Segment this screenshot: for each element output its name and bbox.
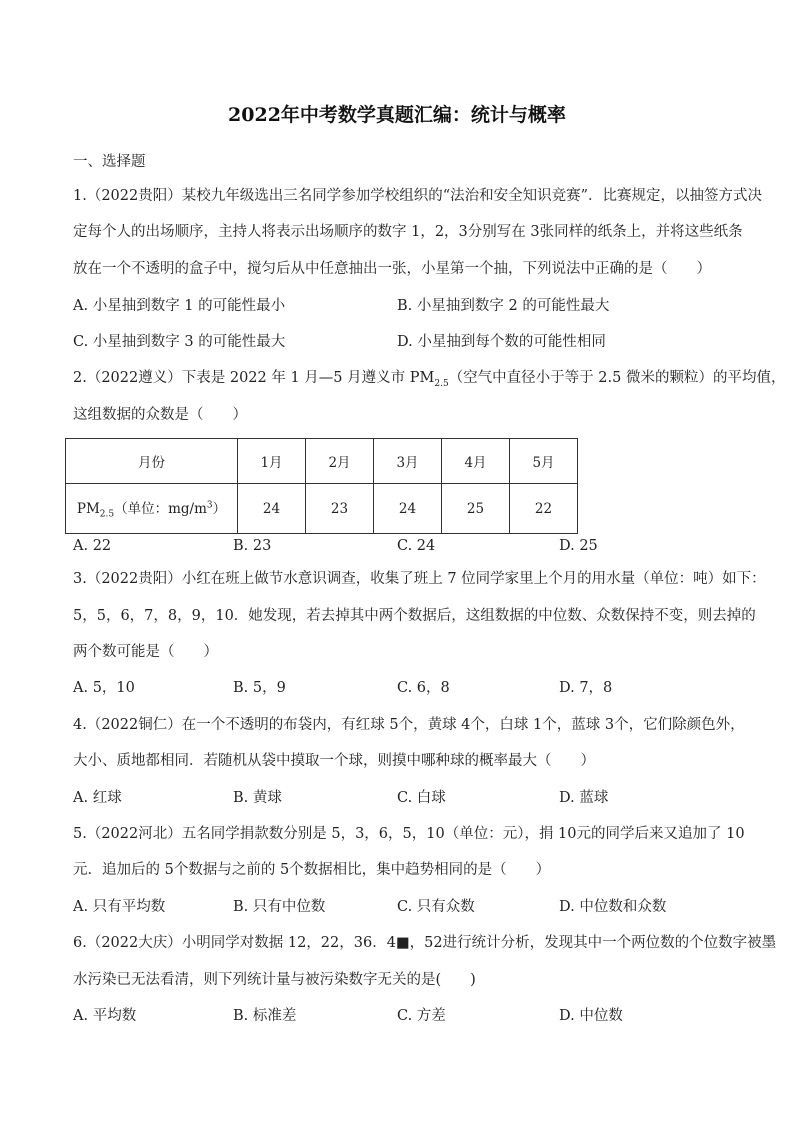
q3-option-d: D. 7，8 [559, 680, 613, 696]
q1-option-a: A. 小星抽到数字 1 的可能性最小 [73, 298, 286, 314]
q1-option-c: C. 小星抽到数字 3 的可能性最大 [73, 334, 286, 350]
q6-option-a: A. 平均数 [73, 1008, 137, 1024]
table-value-1: 24 [238, 484, 306, 534]
q3-option-c: C. 6，8 [397, 680, 450, 696]
q5-option-d: D. 中位数和众数 [559, 899, 667, 915]
table-row-label-subscript: 2.5 [99, 509, 115, 520]
table-value-2: 23 [306, 484, 374, 534]
q5-option-c: C. 只有众数 [397, 899, 475, 915]
table-row-label-superscript: 3 [206, 500, 213, 511]
table-month-4: 4月 [442, 439, 510, 484]
section-heading: 一、选择题 [73, 154, 146, 170]
table-header-label: 月份 [66, 439, 238, 484]
q6-line-1: 6.（2022大庆）小明同学对数据 12，22，36．4■，52进行统计分析，发现其中一个两位数的个位数字被墨 [73, 935, 777, 951]
q4-option-c: C. 白球 [397, 790, 446, 806]
q2-option-d: D. 25 [559, 538, 598, 554]
pm25-table [65, 438, 578, 534]
table-month-5: 5月 [510, 439, 578, 484]
table-month-2: 2月 [306, 439, 374, 484]
q1-option-b: B. 小星抽到数字 2 的可能性最大 [397, 298, 610, 314]
table-row-label-c: ） [212, 501, 227, 518]
table-month-3: 3月 [374, 439, 442, 484]
q3-option-a: A. 5，10 [73, 680, 135, 696]
q6-line-2: 水污染已无法看清，则下列统计量与被污染数字无关的是( ) [73, 972, 476, 988]
page-title: 2022年中考数学真题汇编：统计与概率 [228, 104, 566, 126]
q3-line-2: 5，5，6，7，8，9，10．她发现，若去掉其中两个数据后，这组数据的中位数、众数保持不变，则去掉的 [73, 608, 756, 624]
table-row-label-a: PM [76, 501, 100, 518]
table-value-row [66, 484, 578, 534]
q5-option-a: A. 只有平均数 [73, 899, 166, 915]
table-value-5: 22 [510, 484, 578, 534]
q4-option-a: A. 红球 [73, 790, 122, 806]
q6-option-c: C. 方差 [397, 1008, 446, 1024]
q3-line-3: 两个数可能是（ ） [73, 644, 218, 660]
q5-line-2: 元．追加后的 5个数据与之前的 5个数据相比，集中趋势相同的是（ ） [73, 862, 551, 878]
q1-line-2: 定每个人的出场顺序，主持人将表示出场顺序的数字 1，2，3分别写在 3张同样的纸条上，并将这些纸条 [73, 224, 743, 240]
table-row-label [66, 484, 238, 534]
q2-line-2: 这组数据的众数是（ ） [73, 407, 247, 423]
q2-option-a: A. 22 [73, 538, 112, 554]
q4-line-1: 4.（2022铜仁）在一个不透明的布袋内，有红球 5个，黄球 4个，白球 1个，蓝球 3个，它们除颜色外， [73, 717, 745, 733]
q1-line-3: 放在一个不透明的盒子中，搅匀后从中任意抽出一张，小星第一个抽，下列说法中正确的是（ ） [73, 261, 711, 277]
q4-line-2: 大小、质地都相同．若随机从袋中摸取一个球，则摸中哪种球的概率最大（ ） [73, 753, 595, 769]
table-month-1: 1月 [238, 439, 306, 484]
q2-line-1-text-b: （空气中直径小于等于 2.5 微米的颗粒）的平均值， [448, 370, 786, 386]
q2-option-b: B. 23 [233, 538, 272, 554]
q6-option-b: B. 标准差 [233, 1008, 297, 1024]
q1-option-d: D. 小星抽到每个数的可能性相同 [397, 334, 606, 350]
q2-line-1-subscript: 2.5 [434, 378, 449, 389]
q5-line-1: 5.（2022河北）五名同学捐款数分别是 5，3，6，5，10（单位：元），捐 10元的同学后来又追加了 10 [73, 826, 745, 842]
q5-option-b: B. 只有中位数 [233, 899, 326, 915]
table-row-label-b: （单位：mg/m [114, 501, 207, 518]
q3-line-1: 3.（2022贵阳）小红在班上做节水意识调查，收集了班上 7 位同学家里上个月的用水量（单位：吨）如下： [73, 571, 766, 587]
q4-option-d: D. 蓝球 [559, 790, 609, 806]
q6-option-d: D. 中位数 [559, 1008, 623, 1024]
q4-option-b: B. 黄球 [233, 790, 282, 806]
table-value-3: 24 [374, 484, 442, 534]
table-header-row [66, 439, 578, 484]
q3-option-b: B. 5，9 [233, 680, 286, 696]
q2-option-c: C. 24 [397, 538, 436, 554]
q1-line-1: 1.（2022贵阳）某校九年级选出三名同学参加学校组织的“法治和安全知识竞赛”．比赛规定，以抽签方式决 [73, 188, 763, 204]
q2-line-1-text-a: 2.（2022遵义）下表是 2022 年 1 月—5 月遵义市 PM [73, 370, 435, 386]
table-value-4: 25 [442, 484, 510, 534]
q2-line-1 [73, 368, 785, 394]
